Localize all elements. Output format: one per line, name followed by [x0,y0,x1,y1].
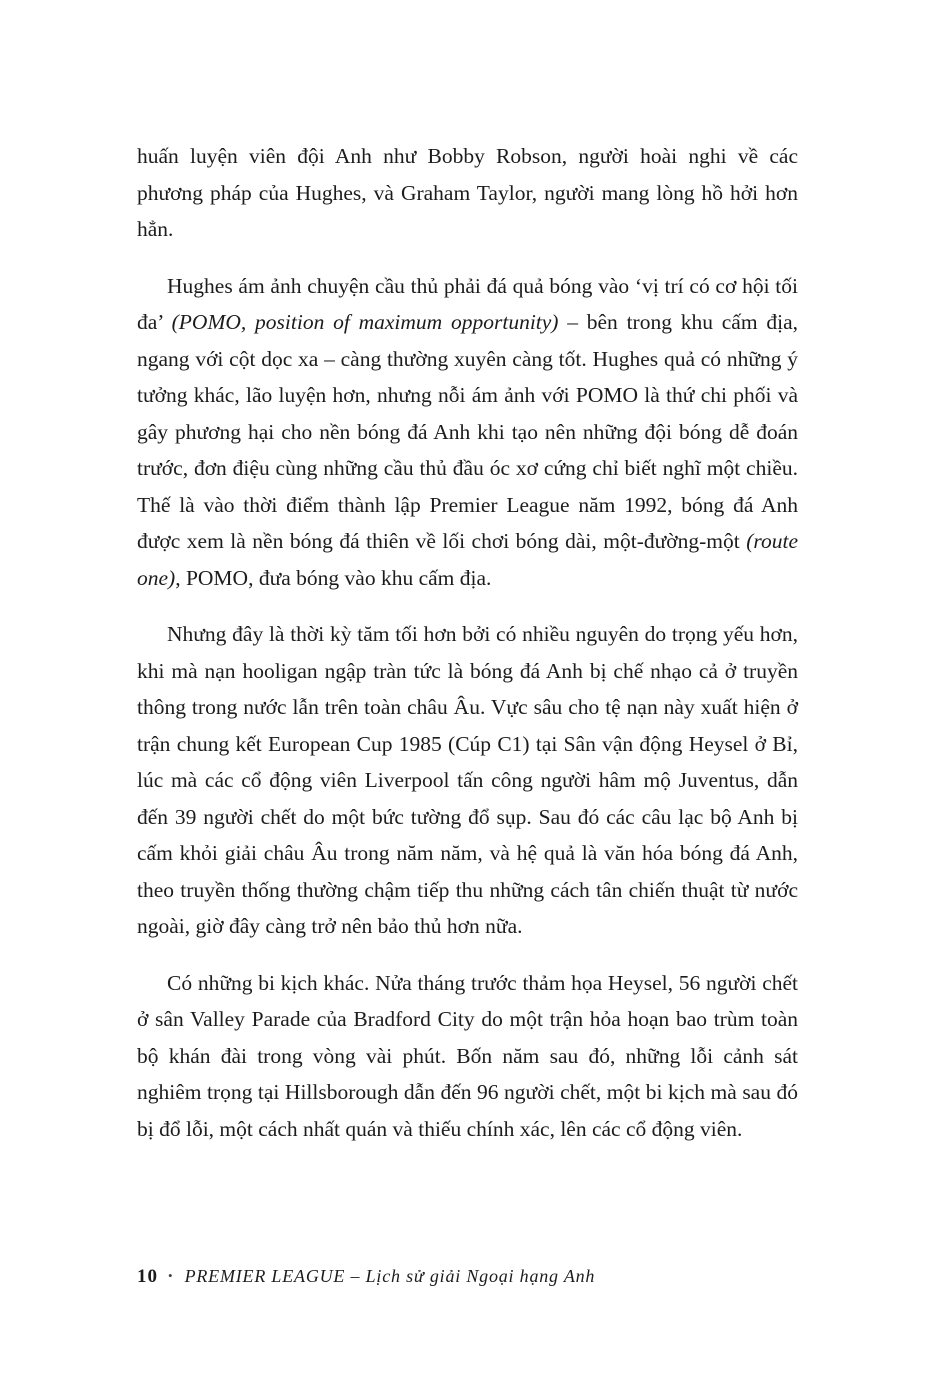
paragraph [137,138,798,248]
text-run: , POMO, đưa bóng vào khu cấm địa. [175,565,492,590]
text-run-italic: (POMO, position of maximum opportunity) [171,310,559,334]
paragraph [137,616,798,945]
text-run-italic: (route one) [137,529,798,590]
text-run: Nhưng đây là thời kỳ tăm tối hơn bởi có nhiều nguyên do trọng yếu hơn, khi mà nạn hooligan ngập tràn tức là bóng đá Anh bị chế nhạo cả ở truyền thông trong nước lẫn trên toàn châu Âu. Vực sâu cho tệ nạn này xuất hiện ở trận chung kết European Cup 1985 (Cúp C1) tại Sân vận động Heysel ở Bỉ, lúc mà các cổ động viên Liverpool tấn công người hâm mộ Juventus, dẫn đến 39 người chết do một bức tường đổ sụp. Sau đó các câu lạc bộ Anh bị cấm khỏi giải châu Âu trong năm năm, và hệ quả là văn hóa bóng đá Anh, theo truyền thống thường chậm tiếp thu những cách tân chiến thuật từ nước ngoài, giờ đây càng trở nên bảo thủ hơn nữa. [137,622,798,938]
text-run: Có những bi kịch khác. Nửa tháng trước thảm họa Heysel, 56 người chết ở sân Valley Parade của Bradford City do một trận hỏa hoạn bao trùm toàn bộ khán đài trong vòng vài phút. Bốn năm sau đó, những lỗi cảnh sát nghiêm trọng tại Hillsborough dẫn đến 96 người chết, một bi kịch mà sau đó bị đổ lỗi, một cách nhất quán và thiếu chính xác, lên các cổ động viên. [137,970,798,1141]
paragraph [137,965,798,1148]
footer-separator-bullet: • [168,1268,173,1283]
text-block [137,138,798,1167]
paragraph [137,268,798,597]
text-run: – bên trong khu cấm địa, ngang với cột dọc xa – càng thường xuyên càng tốt. Hughes quả có những ý tưởng khác, lão luyện hơn, nhưng nỗi ám ảnh với POMO là thứ chi phối và gây phương hại cho nền bóng đá Anh khi tạo nên những đội bóng dễ đoán trước, đơn điệu cùng những cầu thủ đầu óc xơ cứng chỉ biết nghĩ một chiều. Thế là vào thời điểm thành lập Premier League năm 1992, bóng đá Anh được xem là nền bóng đá thiên về lối chơi bóng dài, một-đường-một [137,310,798,553]
footer-book-title: PREMIER LEAGUE – Lịch sử giải Ngoại hạng Anh [184,1266,596,1286]
text-run: huấn luyện viên đội Anh như Bobby Robson, người hoài nghi về các phương pháp của Hughes, và Graham Taylor, người mang lòng hồ hởi hơn hẳn. [137,144,798,241]
page-footer [137,1266,798,1288]
text-run: Hughes ám ảnh chuyện cầu thủ phải đá quả bóng vào ‘vị trí có cơ hội tối đa’ [137,273,798,334]
page-number: 10 [137,1266,158,1287]
